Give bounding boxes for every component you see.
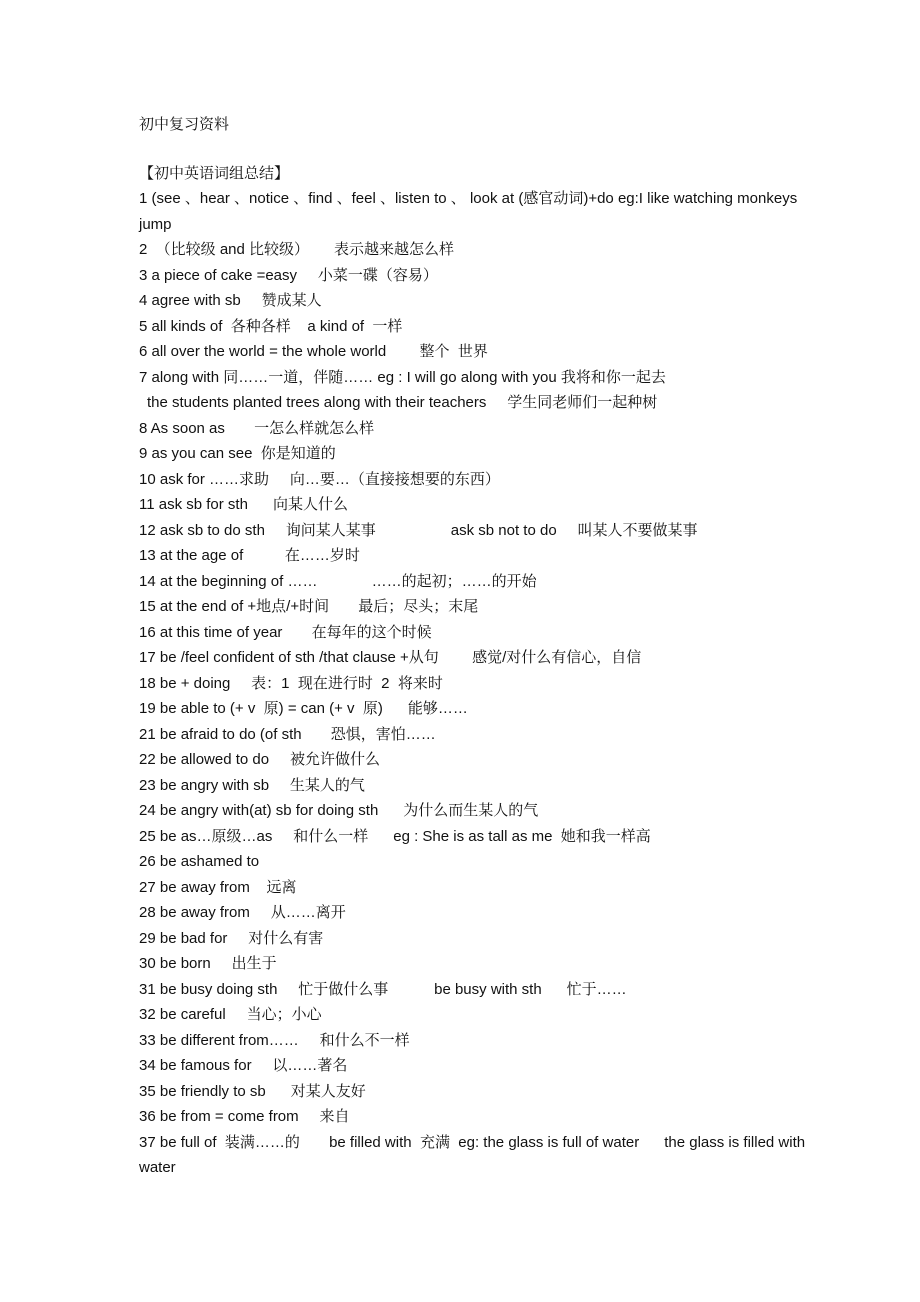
phrase-entry: 11 ask sb for sth 向某人什么 <box>139 496 348 513</box>
phrase-entry: 14 at the beginning of …… ……的起初；……的开始 <box>139 572 537 590</box>
phrase-entry: 30 be born 出生于 <box>139 955 277 972</box>
phrase-entry: 31 be busy doing sth 忙于做什么事 be busy with sth 忙于…… <box>139 980 627 998</box>
phrase-entry: 13 at the age of 在……岁时 <box>139 547 360 564</box>
phrase-entry: 9 as you can see 你是知道的 <box>139 445 336 462</box>
phrase-entry: 5 all kinds of 各种各样 a kind of 一样 <box>139 317 403 335</box>
phrase-entry: 21 be afraid to do (of sth 恐惧，害怕…… <box>139 725 436 743</box>
phrase-entry: 12 ask sb to do sth 询问某人某事 ask sb not to do 叫某人不要做某事 <box>139 521 698 539</box>
phrase-entry: 17 be /feel confident of sth /that clause +从句 感觉/对什么有信心，自信 <box>139 649 642 666</box>
phrase-entry: 23 be angry with sb 生某人的气 <box>139 776 365 794</box>
phrase-entry: 6 all over the world = the whole world 整个 世界 <box>139 343 488 360</box>
phrase-entry: 26 be ashamed to <box>139 853 260 870</box>
phrase-entry: 36 be from = come from 来自 <box>139 1108 350 1125</box>
phrase-entry: 3 a piece of cake =easy 小菜一碟（容易） <box>139 266 438 284</box>
phrase-entry: 10 ask for ……求助 向…要…（直接接想要的东西） <box>139 470 500 488</box>
phrase-entry: 4 agree with sb 赞成某人 <box>139 292 322 309</box>
phrase-entry: 35 be friendly to sb 对某人友好 <box>139 1082 366 1100</box>
phrase-entry: 29 be bad for 对什么有害 <box>139 929 324 947</box>
phrase-entry: the students planted trees along with their teachers 学生同老师们一起种树 <box>147 394 658 411</box>
phrase-entry: 16 at this time of year 在每年的这个时候 <box>139 623 432 641</box>
phrase-entry: 8 As soon as 一怎么样就怎么样 <box>139 419 375 437</box>
phrase-entry: 27 be away from 远离 <box>139 878 297 896</box>
phrase-entry: 7 along with 同……一道，伴随…… eg : I will go along with you 我将和你一起去 <box>139 368 666 386</box>
phrase-entry: 22 be allowed to do 被允许做什么 <box>139 751 380 768</box>
section-title: 【初中英语词组总结】 <box>139 164 290 182</box>
phrase-list <box>139 186 819 1181</box>
phrase-entry: 19 be able to (+ v 原) = can (+ v 原) 能够…… <box>139 700 468 717</box>
document-title: 初中复习资料 <box>139 115 230 133</box>
phrase-entry: 2 （比较级 and 比较级） 表示越来越怎么样 <box>139 241 455 258</box>
phrase-entry: 15 at the end of +地点/+时间 最后；尽头；末尾 <box>139 598 479 615</box>
document-page <box>139 112 819 1181</box>
phrase-entry: 24 be angry with(at) sb for doing sth 为什么而生某人的气 <box>139 802 539 819</box>
phrase-entry: 25 be as…原级…as 和什么一样 eg : She is as tall as me 她和我一样高 <box>139 827 651 845</box>
phrase-entry: 34 be famous for 以……著名 <box>139 1057 348 1074</box>
phrase-entry: 37 be full of 装满……的 be filled with 充满 eg: the glass is full of water the glass is filled with water <box>139 1133 810 1176</box>
phrase-entry: 33 be different from…… 和什么不一样 <box>139 1031 410 1049</box>
phrase-entry: 28 be away from 从……离开 <box>139 904 346 921</box>
phrase-entry: 18 be + doing 表：1 现在进行时 2 将来时 <box>139 674 443 692</box>
phrase-entry: 1 (see 、hear 、notice 、find 、feel 、listen to 、 look at (感官动词)+do eg:I like watching monkeys jump <box>139 190 802 233</box>
phrase-entry: 32 be careful 当心；小心 <box>139 1006 322 1023</box>
